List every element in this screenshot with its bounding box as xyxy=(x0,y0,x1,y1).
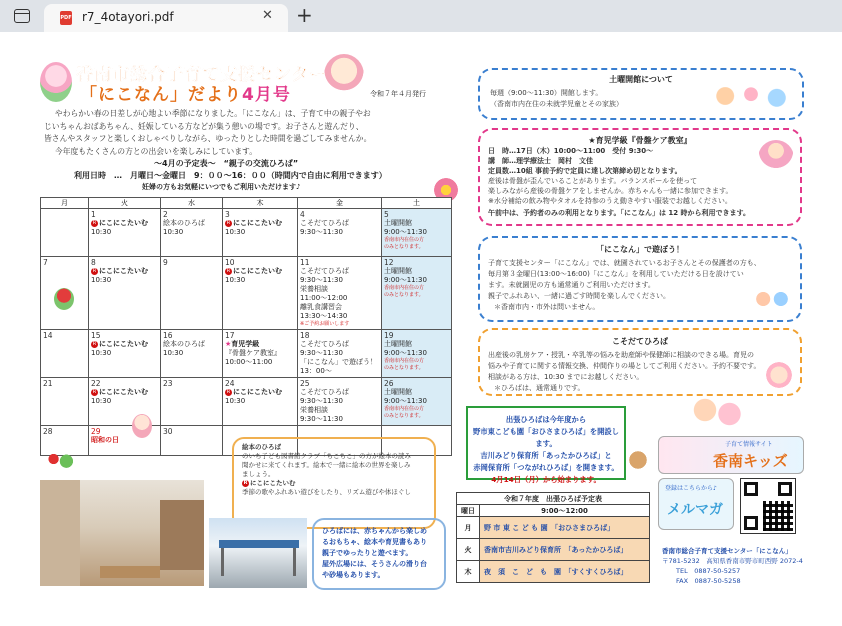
pdf-viewer[interactable] xyxy=(0,32,842,626)
r-mark-icon: R xyxy=(92,388,97,395)
calendar-event xyxy=(91,276,158,285)
calendar-event-text: 9:00～11:30 xyxy=(384,397,427,405)
ikuji-line: 日 時…17日（木）10:00～11:00 受付 9:30～ xyxy=(488,147,654,155)
calendar-header-row xyxy=(41,198,452,209)
outreach-line: 野市東こども園「おひさまひろば」を開設します。 xyxy=(473,427,619,448)
calendar-day-cell xyxy=(89,257,161,330)
table-row xyxy=(457,539,650,561)
r-mark-icon: R xyxy=(226,388,231,395)
calendar-event-note: ※ご予約お願いします xyxy=(300,321,350,327)
ikuji-line: 定員数…10組 事前予約で定員に達し次第締め切となります。 xyxy=(488,167,682,175)
intro-line: 皆さんやスタッフと楽しくおしゃべりしながら、ゆったりとした時間を過ごしてみませんか。 xyxy=(44,134,372,143)
calendar-header: 金 xyxy=(298,198,382,209)
calendar-event xyxy=(384,388,449,397)
schedule-title: ～4月の予定表～ “親子の交流ひろば” xyxy=(154,159,299,168)
calendar-event-text: にこにこたいむ xyxy=(233,219,282,227)
parent-child-illustration-icon xyxy=(684,394,754,434)
calendar-event-text: 栄養相談 xyxy=(300,285,328,293)
calendar-day-number: 16 xyxy=(163,331,173,340)
calendar-body xyxy=(41,209,452,456)
ikuji-line: 講 師…理学療法士 岡村 文佳 xyxy=(488,157,593,165)
calendar-event-text: 10:30 xyxy=(91,276,112,284)
bear-illustration-icon xyxy=(626,448,650,478)
ikuji-line: 楽しみながら産後の骨盤ケアをしませんか。赤ちゃんも一緒に参加できます。 xyxy=(488,187,733,195)
calendar-event xyxy=(384,397,449,406)
calendar-event xyxy=(91,349,158,358)
calendar-event xyxy=(300,219,379,228)
kosodate-line: ＊ひろばは、通常通りです。 xyxy=(494,384,585,392)
tab-title: r7_4otayori.pdf xyxy=(82,10,174,24)
calendar-event xyxy=(225,358,295,367)
calendar-event-text: 絵本のひろば xyxy=(163,219,205,227)
calendar-event xyxy=(163,228,220,237)
baby-illustration-icon xyxy=(764,360,794,390)
calendar-event xyxy=(300,276,379,285)
calendar-event-text: 10:30 xyxy=(91,349,112,357)
calendar-day-cell xyxy=(161,426,223,456)
calendar-event xyxy=(225,276,295,285)
ikuji-line: 午前中は、予約者のみの利用となります。「にこなん」は 12 時から利用できます。 xyxy=(488,209,750,217)
schedule-note: 妊婦の方もお気軽にいつでもご利用いただけます♪ xyxy=(142,183,301,191)
asobou-line: 毎月第３金曜日(13:00～16:00)「にこなん」を利用していただける日を設けてい xyxy=(488,270,744,278)
kosodate-title: こそだてひろば xyxy=(612,337,668,346)
calendar-day-number: 18 xyxy=(300,331,310,340)
kosodate-line: 悩みや子育てに関する情報交換、仲間作りの場としてご利用ください。予約不要です。 xyxy=(488,362,761,370)
calendar-day-number: 19 xyxy=(384,331,394,340)
address-line: 香南市総合子育て支援センター「にこなん」 xyxy=(662,547,792,555)
tulip-icon xyxy=(54,288,74,310)
ehon-hiroba-box xyxy=(232,437,436,529)
saturday-line: 毎週（9:00～11:30）開館します。 xyxy=(490,89,603,97)
calendar-week-row xyxy=(41,330,452,378)
kosodate-hiroba-box xyxy=(478,328,802,396)
calendar-event-note: のみとなります。 xyxy=(384,292,424,298)
calendar-event-text: こそだてひろば xyxy=(300,267,349,275)
title-nikonan: 「にこなん」 xyxy=(80,85,188,105)
calendar-event xyxy=(225,397,295,406)
calendar-event-text: 土曜開館 xyxy=(384,388,412,396)
calendar-event-text: こそだてひろば xyxy=(300,219,349,227)
calendar-event-note: 香南市内在住の方 xyxy=(384,285,425,291)
calendar-day-cell xyxy=(382,330,452,378)
calendar-event xyxy=(300,303,379,312)
outreach-line: 吉川みどり保育所「あったかひろば」と xyxy=(480,451,612,460)
calendar-event-text: にこにこたいむ xyxy=(99,267,148,275)
banner-reg-name: メルマガ xyxy=(667,502,723,518)
calendar-event xyxy=(91,219,158,228)
calendar-event xyxy=(225,228,295,237)
r-mark-icon: R xyxy=(92,340,97,347)
calendar-day-cell xyxy=(223,257,298,330)
calendar-day-number: 10 xyxy=(225,258,235,267)
issue-date: 令和７年４月発行 xyxy=(370,90,426,98)
calendar-event xyxy=(384,340,449,349)
calendar-event-text: 土曜開館 xyxy=(384,267,412,275)
calendar-event-note: のみとなります。 xyxy=(384,244,424,250)
hiroba-line: ひろばには、赤ちゃんから楽しめ xyxy=(322,527,427,535)
kosodate-line: 相談がある方は、10:30 までにお越しください。 xyxy=(488,373,644,381)
table-row xyxy=(457,561,650,583)
calendar-header: 月 xyxy=(41,198,89,209)
calendar-event xyxy=(384,228,449,237)
outreach-place: 香南市吉川みどり保育所 「あったかひろば」 xyxy=(480,539,650,561)
kounan-kids-banner[interactable] xyxy=(658,436,804,474)
niko-desc: 季節の歌やふれあい遊びをしたり、リズム遊びや体ほぐし xyxy=(242,488,411,496)
calendar-event-text: 9:00～11:30 xyxy=(384,349,427,357)
calendar-event-text: こそだてひろば xyxy=(300,388,349,396)
calendar-event xyxy=(384,219,449,228)
calendar-event xyxy=(225,388,295,397)
calendar-week-row xyxy=(41,209,452,257)
kids-illustration-icon xyxy=(750,284,794,314)
browser-tab-bar xyxy=(0,0,842,32)
saturday-notice-box xyxy=(478,68,804,120)
calendar-day-number: 21 xyxy=(43,379,53,388)
calendar-event-text: 土曜開館 xyxy=(384,219,412,227)
asobou-line: ます。未就園児の方も通常通りご利用いただけます。 xyxy=(488,281,655,289)
ladybug-icon xyxy=(44,448,76,470)
new-tab-button[interactable]: + xyxy=(296,3,313,27)
calendar-event xyxy=(91,228,158,237)
calendar-day-number: 2 xyxy=(163,210,168,219)
asobou-box xyxy=(478,236,802,322)
qr-code-icon[interactable] xyxy=(740,478,796,534)
table-row xyxy=(457,517,650,539)
calendar-day-number: 11 xyxy=(300,258,310,267)
calendar-event xyxy=(163,349,220,358)
calendar-event-text: 11:00～12:00 xyxy=(300,294,348,302)
outreach-line: 出張ひろばは今年度から xyxy=(505,415,587,424)
intro-line: 今年度もたくさんの方との出会いを楽しみにしています。 xyxy=(54,146,257,156)
calendar-day-cell xyxy=(223,378,298,426)
hiroba-line: や砂場もあります。 xyxy=(322,571,385,579)
calendar-event xyxy=(300,397,379,406)
calendar-day-number: 7 xyxy=(43,258,48,267)
calendar-event xyxy=(225,349,295,358)
calendar-event xyxy=(300,358,379,367)
calendar-event xyxy=(300,294,379,303)
calendar-day-cell xyxy=(161,257,223,330)
outreach-day: 月 xyxy=(457,517,480,539)
ehon-line: ましょう。 xyxy=(242,470,275,478)
ikuji-class-box xyxy=(478,128,802,226)
calendar-event xyxy=(300,388,379,397)
saturday-title: 土曜開館について xyxy=(609,75,673,84)
intro-text xyxy=(44,108,468,158)
calendar-event-text: 『骨盤ケア教室』 xyxy=(225,349,281,357)
calendar-event xyxy=(91,397,158,406)
outreach-place: 野 市 東 こ ど も 園 「おひさまひろば」 xyxy=(480,517,650,539)
r-mark-icon: R xyxy=(243,479,248,486)
outreach-line: 赤岡保育所「つながれひろば」を開きます。 xyxy=(473,463,619,472)
calendar-day-number: 17 xyxy=(225,331,235,340)
calendar-day-cell xyxy=(382,378,452,426)
calendar-event-note: のみとなります。 xyxy=(384,365,424,371)
outreach-day: 木 xyxy=(457,561,480,583)
calendar-day-number: 29 xyxy=(91,427,101,436)
hiroba-line: 屋外広場には、そうさんの滑り台 xyxy=(322,560,427,568)
calendar-day-cell xyxy=(161,378,223,426)
calendar-event xyxy=(384,267,449,276)
address-line: TEL 0887-50-5257 xyxy=(676,567,741,575)
calendar-event-note: 香南市内在住の方 xyxy=(384,237,425,243)
calendar-day-number: 4 xyxy=(300,210,305,219)
child-illustration-icon xyxy=(132,414,152,438)
hiroba-line: るおもちゃ、絵本や育児書もあり xyxy=(322,538,427,546)
r-mark-icon: R xyxy=(226,267,231,274)
family-illustration-icon xyxy=(708,78,794,114)
calendar-event-text: こそだてひろば xyxy=(300,340,349,348)
calendar-event-text: 栄養相談 xyxy=(300,406,328,414)
calendar-day-number: 26 xyxy=(384,379,394,388)
calendar-day-number: 22 xyxy=(91,379,101,388)
calendar-header: 火 xyxy=(89,198,161,209)
calendar-event xyxy=(300,415,379,424)
calendar-event xyxy=(300,228,379,237)
calendar-event xyxy=(300,267,379,276)
calendar-day-cell xyxy=(41,378,89,426)
r-mark-icon: R xyxy=(226,219,231,226)
calendar-event xyxy=(225,219,295,228)
calendar-event-text: 13：00～ xyxy=(300,367,332,375)
exercise-illustration-icon xyxy=(758,140,794,176)
calendar-week-row xyxy=(41,378,452,426)
outreach-place: 夜 須 こ ど も 園 「すくすくひろば」 xyxy=(480,561,650,583)
calendar-day-number: 25 xyxy=(300,379,310,388)
calendar-event-note: 香南市内在住の方 xyxy=(384,358,425,364)
address-line: 〒781-5232 高知県香南市野市町西野 2072-4 xyxy=(662,557,803,565)
calendar-event-text: 10:30 xyxy=(225,397,246,405)
ikuji-line: ※水分補給の飲み物やタオルを持参のうえ動きやすい服装でお越しください。 xyxy=(488,197,732,205)
asobou-line: 子育て支援センター「にこなん」では、就園されているお子さんとその保護者の方も、 xyxy=(488,259,761,267)
banner-reg-label: 登録はこちらから♪ xyxy=(665,485,717,492)
hiroba-note-box xyxy=(312,518,446,590)
calendar-event-text: 9:30～11:30 xyxy=(300,415,343,423)
calendar-day-cell xyxy=(161,209,223,257)
calendar-day-cell xyxy=(382,257,452,330)
calendar-day-number: 3 xyxy=(225,210,230,219)
outreach-time: 9:00～12:00 xyxy=(480,505,650,517)
calendar-day-cell xyxy=(223,209,298,257)
outdoor-playground-photo xyxy=(209,518,307,588)
calendar-event xyxy=(163,219,220,228)
calendar-event-text: 「にこなん」で遊ぼう！ xyxy=(300,358,377,366)
ehon-line: 聞かせに来てくれます。絵本で一緒に絵本の世界を楽しみ xyxy=(242,461,411,469)
calendar-event-text: 離乳食講習会 xyxy=(300,303,342,311)
calendar-day-cell xyxy=(298,330,382,378)
calendar-day-number: 5 xyxy=(384,210,389,219)
calendar-event xyxy=(300,312,379,321)
calendar-event-text: 9:30～11:30 xyxy=(300,397,343,405)
calendar-day-number: 1 xyxy=(91,210,96,219)
niko-title: にこにこたいむ xyxy=(250,479,296,487)
calendar-event-text: 育児学級 xyxy=(231,340,260,348)
outreach-time-label: 曜日 xyxy=(457,505,480,517)
calendar-event xyxy=(225,267,295,276)
banner-site-label: 子育て情報サイト xyxy=(725,441,773,448)
title-line-1: 香南市総合子育て支援センター xyxy=(76,65,328,85)
mascot-left-icon xyxy=(40,62,72,102)
calendar-day-cell xyxy=(161,330,223,378)
address-block xyxy=(662,546,803,586)
calendar-event xyxy=(300,367,379,376)
playroom-photo xyxy=(40,480,204,586)
browser-tab[interactable] xyxy=(44,4,288,32)
r-mark-icon: R xyxy=(92,267,97,274)
calendar-event-text: 9:30～11:30 xyxy=(300,228,343,236)
calendar-event-text: 9:00～11:30 xyxy=(384,276,427,284)
calendar-event xyxy=(300,340,379,349)
calendar-day-cell xyxy=(382,209,452,257)
calendar-day-cell xyxy=(89,209,161,257)
calendar-event xyxy=(300,285,379,294)
calendar-day-number: 9 xyxy=(163,258,168,267)
calendar-event xyxy=(91,267,158,276)
calendar-day-number: 12 xyxy=(384,258,394,267)
calendar-event-text: 9:30～11:30 xyxy=(300,349,343,357)
pdf-page xyxy=(4,32,832,626)
ehon-title: 絵本のひろば xyxy=(242,443,281,451)
title-month: 4月号 xyxy=(242,85,291,105)
calendar-day-cell xyxy=(298,378,382,426)
calendar-event-text: にこにこたいむ xyxy=(99,388,148,396)
calendar-event xyxy=(91,388,158,397)
sidebar-toggle-icon[interactable] xyxy=(14,9,30,23)
calendar-event xyxy=(384,349,449,358)
title-line-2 xyxy=(80,80,291,105)
saturday-line: （香南市内在住の未就学児童とその家族） xyxy=(490,100,623,108)
kosodate-line: 出産後の乳房ケア・授乳・卒乳等の悩みを助産師や保健師に相談のできる場。育児の xyxy=(488,351,754,359)
ikuji-line: 産後は骨盤が歪んでいることがあります。バランスボールを使って xyxy=(488,177,698,185)
outreach-table-title: 令和７年度 出張ひろば予定表 xyxy=(457,493,650,505)
calendar-header: 木 xyxy=(223,198,298,209)
calendar-header: 水 xyxy=(161,198,223,209)
calendar-day-number: 15 xyxy=(91,331,101,340)
calendar-event xyxy=(225,340,295,349)
calendar-event-text: 10:30 xyxy=(91,228,112,236)
calendar-day-number: 8 xyxy=(91,258,96,267)
calendar-event xyxy=(91,340,158,349)
calendar-event-text: にこにこたいむ xyxy=(99,340,148,348)
calendar-day-cell xyxy=(298,257,382,330)
close-icon[interactable]: ✕ xyxy=(262,8,273,23)
calendar-week-row xyxy=(41,257,452,330)
outreach-line: 4月14日（月）から始まります。 xyxy=(491,475,601,484)
ikuji-title: ★育児学級『骨盤ケア教室』 xyxy=(588,136,692,145)
mailmagazine-banner[interactable] xyxy=(658,478,734,530)
address-line: FAX 0887-50-5258 xyxy=(676,577,741,585)
calendar-holiday: 昭和の日 xyxy=(91,436,119,444)
calendar-event-text: にこにこたいむ xyxy=(233,388,282,396)
calendar-table xyxy=(40,197,452,456)
calendar-day-number: 14 xyxy=(43,331,53,340)
calendar-event-text: 10:30 xyxy=(163,349,184,357)
calendar-day-number: 28 xyxy=(43,427,53,436)
calendar-event-text: にこにこたいむ xyxy=(99,219,148,227)
calendar-event-text: 10:30 xyxy=(225,228,246,236)
asobou-line: ＊香南市内・市外は問いません。 xyxy=(494,303,600,311)
intro-line: やわらかい春の日差しが心地よい季節になりました。「にこなん」は、子育て中の親子やお xyxy=(54,109,371,118)
calendar-event-text: にこにこたいむ xyxy=(233,267,282,275)
calendar-day-cell xyxy=(298,209,382,257)
calendar-event-text: 10:30 xyxy=(163,228,184,236)
asobou-title: 「にこなん」で遊ぼう！ xyxy=(596,245,684,254)
outreach-schedule-table xyxy=(456,492,650,583)
calendar-event-text: 10:00～11:00 xyxy=(225,358,273,366)
calendar-day-cell xyxy=(41,330,89,378)
banner-site-name: 香南キッズ xyxy=(713,452,788,470)
calendar-event-text: 絵本のひろば xyxy=(163,340,205,348)
calendar-event-text: 9:30～11:30 xyxy=(300,276,343,284)
r-mark-icon: R xyxy=(92,219,97,226)
calendar-event-text: 土曜開館 xyxy=(384,340,412,348)
calendar-event-note: のみとなります。 xyxy=(384,413,424,419)
calendar-event-text: 9:00～11:30 xyxy=(384,228,427,236)
calendar-day-cell xyxy=(89,330,161,378)
calendar-event-text: 10:30 xyxy=(91,397,112,405)
outreach-box xyxy=(466,406,626,484)
calendar-event-note: 香南市内在住の方 xyxy=(384,406,425,412)
calendar-day-number: 30 xyxy=(163,427,173,436)
calendar-header: 土 xyxy=(382,198,452,209)
ehon-line: のいち子ども図書館クラブ「ちこちこ」の方が絵本の読み xyxy=(242,452,411,460)
calendar-event xyxy=(384,276,449,285)
calendar-day-cell xyxy=(223,330,298,378)
star-icon: ★ xyxy=(225,340,232,348)
calendar-event-text: 10:30 xyxy=(225,276,246,284)
schedule-time: 利用日時 … 月曜日～金曜日 9：００～16：００（時間内で自由に利用できます） xyxy=(74,171,387,180)
mascot-right-icon xyxy=(324,54,364,96)
outreach-day: 火 xyxy=(457,539,480,561)
calendar-event xyxy=(163,340,220,349)
calendar-event xyxy=(300,349,379,358)
hiroba-line: 親子でゆったりと遊べます。 xyxy=(322,549,413,557)
pdf-file-icon: PDF xyxy=(60,11,72,25)
calendar-day-cell xyxy=(41,209,89,257)
calendar-event-text: 13:30～14:30 xyxy=(300,312,348,320)
calendar-day-number: 23 xyxy=(163,379,173,388)
asobou-line: 親子でふれあい、一緒に過ごす時間を楽しんでください。 xyxy=(488,292,670,300)
title-dayori: だより xyxy=(188,85,242,105)
calendar-event xyxy=(300,406,379,415)
calendar-day-number: 24 xyxy=(225,379,235,388)
intro-line: じいちゃんおばあちゃん、妊娠している方などが集う憩いの場です。お子さんと遊んだり、 xyxy=(44,121,364,131)
